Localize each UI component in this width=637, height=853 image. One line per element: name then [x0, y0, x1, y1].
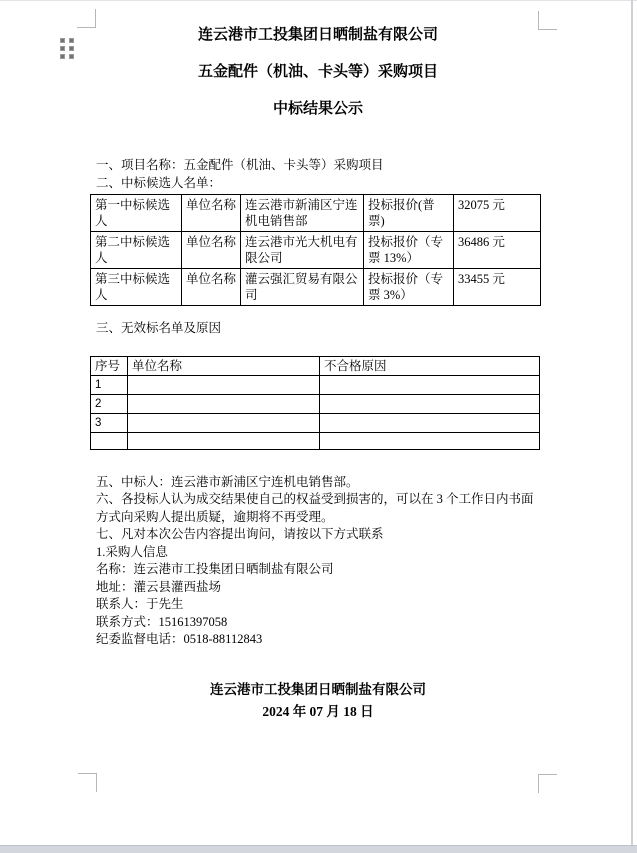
- header-seq: 序号: [91, 356, 128, 375]
- seq-cell: 3: [91, 413, 128, 432]
- table-row: [91, 432, 540, 449]
- table-row: [91, 375, 540, 394]
- buyer-contact-person: 联系人：于先生: [96, 597, 184, 611]
- unit-cell: [128, 432, 320, 449]
- table-row: [91, 394, 540, 413]
- price-value: 36486 元: [454, 232, 541, 269]
- unit-cell: [128, 394, 320, 413]
- footer-company: 连云港市工投集团日晒制盐有限公司: [210, 681, 426, 697]
- table-row: [91, 232, 541, 269]
- table-header-row: [91, 356, 540, 375]
- unit-name-label: 单位名称: [182, 269, 241, 306]
- table-row: [91, 413, 540, 432]
- unit-cell: [128, 413, 320, 432]
- reason-cell: [320, 394, 540, 413]
- title-company: 连云港市工投集团日晒制盐有限公司: [197, 27, 438, 43]
- title-project: 五金配件（机油、卡头等）采购项目: [197, 64, 438, 80]
- buyer-info-heading: 1.采购人信息: [96, 544, 168, 559]
- seq-cell: [91, 432, 128, 449]
- company-name: 连云港市新浦区宁连机电销售部: [241, 195, 364, 232]
- section-contact-intro: 七、凡对本次公告内容提出询问，请按以下方式联系: [96, 527, 384, 541]
- footer-signature: [96, 679, 540, 723]
- crop-mark-bottom-right: [538, 774, 557, 793]
- company-name: 连云港市光大机电有限公司: [241, 232, 364, 269]
- candidates-table: [90, 194, 541, 306]
- unit-name-label: 单位名称: [182, 195, 241, 232]
- candidate-rank: 第二中标候选人: [91, 232, 182, 269]
- header-reason: 不合格原因: [320, 356, 540, 375]
- seq-cell: 2: [91, 394, 128, 413]
- page-right-edge: [631, 0, 633, 853]
- buyer-contact-phone: 联系方式：15161397058: [96, 614, 228, 629]
- candidate-rank: 第一中标候选人: [91, 195, 182, 232]
- seq-cell: 1: [91, 375, 128, 394]
- drag-handle-icon[interactable]: [60, 38, 74, 59]
- unit-name-label: 单位名称: [182, 232, 241, 269]
- buyer-supervision-phone: 纪委监督电话：0518-88112843: [96, 632, 263, 646]
- buyer-name: 名称：连云港市工投集团日晒制盐有限公司: [96, 562, 334, 576]
- price-value: 32075 元: [454, 195, 541, 232]
- page-top-edge: [0, 0, 637, 1]
- price-label: 投标报价(普票): [364, 195, 454, 232]
- crop-mark-top-right: [538, 11, 557, 30]
- section-candidate-list-heading: 二、中标候选人名单：: [96, 175, 222, 190]
- title-announcement: 中标结果公示: [272, 101, 363, 117]
- invalid-bids-table: [90, 356, 540, 450]
- buyer-address: 地址：灌云县灌西盐场: [96, 579, 222, 594]
- section-objection-notice: 六、各投标人认为成交结果使自己的权益受到损害的，可以在 3 个工作日内书面方式向采购人提出质疑，逾期将不再受理。: [96, 492, 534, 524]
- document-content: [96, 28, 540, 723]
- crop-mark-top-left: [77, 9, 96, 28]
- crop-mark-bottom-left: [78, 773, 97, 792]
- page-bottom-edge: [0, 845, 637, 853]
- reason-cell: [320, 413, 540, 432]
- table-row: [91, 195, 541, 232]
- header-unit: 单位名称: [128, 356, 320, 375]
- reason-cell: [320, 432, 540, 449]
- section-invalid-bids-heading: 三、无效标名单及原因: [96, 321, 222, 335]
- section-project-name: 一、项目名称：五金配件（机油、卡头等）采购项目: [96, 158, 384, 172]
- table-row: [91, 269, 541, 306]
- candidate-rank: 第三中标候选人: [91, 269, 182, 306]
- section-winner: 五、中标人：连云港市新浦区宁连机电销售部。: [96, 474, 359, 489]
- price-value: 33455 元: [454, 269, 541, 306]
- reason-cell: [320, 375, 540, 394]
- company-name: 灌云强汇贸易有限公司: [241, 269, 364, 306]
- footer-date: 2024 年 07 月 18 日: [262, 703, 374, 719]
- price-label: 投标报价（专票 13%）: [364, 232, 454, 269]
- price-label: 投标报价（专票 3%）: [364, 269, 454, 306]
- unit-cell: [128, 375, 320, 394]
